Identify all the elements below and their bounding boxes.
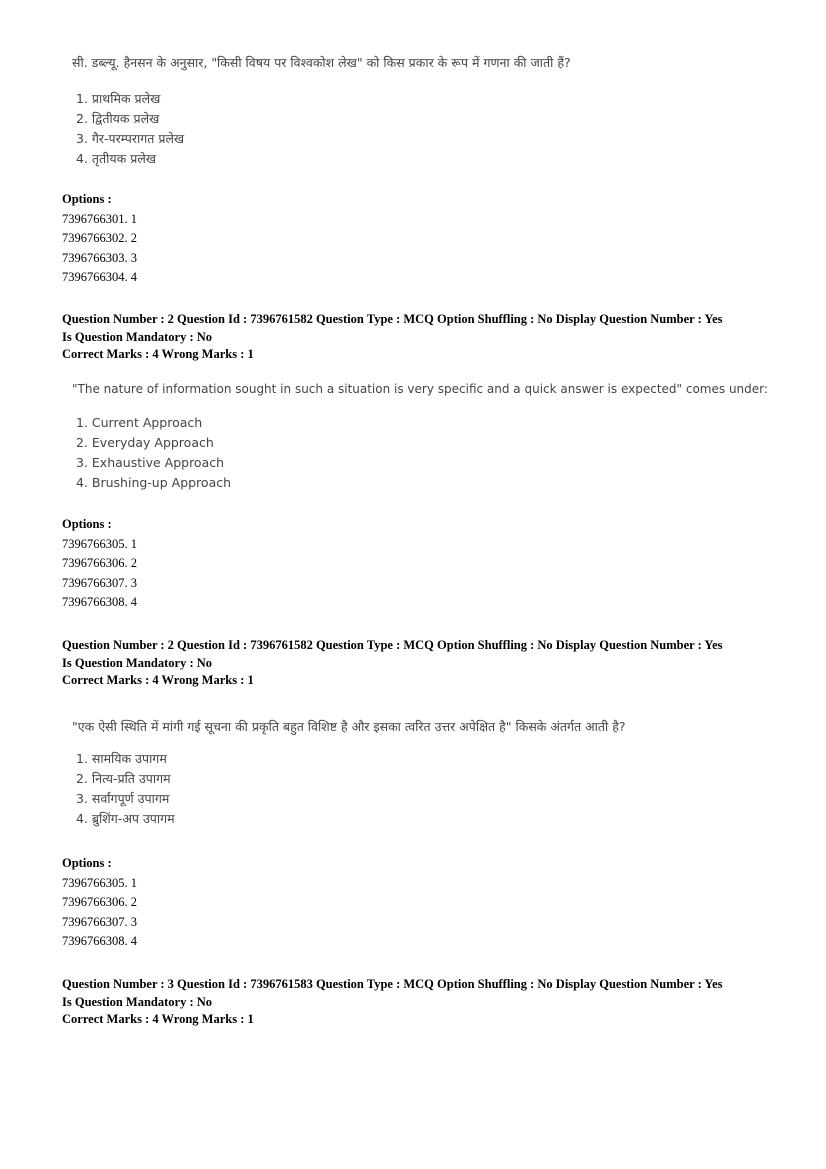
q2-en-choice: 3. Exhaustive Approach [76,455,225,470]
option-row: 7396766305. 1 [62,536,137,551]
q1-choice: 4. तृतीयक प्रलेख [76,151,157,166]
option-row: 7396766304. 4 [62,270,137,284]
question-mandatory: Is Question Mandatory : No [62,329,213,344]
q2-hi-choice: 3. सर्वांगपूर्ण उपागम [76,791,170,806]
option-row: 7396766308. 4 [62,595,137,609]
q2-en-choice: 4. Brushing-up Approach [76,475,232,490]
q2-hi-choice: 2. नित्य-प्रति उपागम [76,771,171,786]
q2-en-options [62,515,137,613]
option-row: 7396766305. 1 [62,875,137,890]
question-marks: Correct Marks : 4 Wrong Marks : 1 [62,1012,254,1027]
q1-choice: 2. द्वितीयक प्रलेख [76,111,160,126]
q1-stem: सी. डब्ल्यू. हैनसन के अनुसार, "किसी विषय पर विश्वकोश लेख" को किस प्रकार के रूप में गणना की जाती हैं? [72,55,571,70]
q2-en-question-image [72,381,768,493]
q2-hi-stem: "एक ऐसी स्थिति में मांगी गई सूचना की प्रकृति बहुत विशिष्ट है और इसका त्वरित उत्तर अपेक्षित है" किसके अंतर्गत आती है? [72,719,626,734]
question-mandatory: Is Question Mandatory : No [62,655,213,670]
q2-hi-choice: 1. सामयिक उपागम [76,751,167,766]
question-meta: Question Number : 2 Question Id : 7396761582 Question Type : MCQ Option Shuffling : No Display Question Number : Yes [62,638,723,652]
q2-en-choice-list [72,413,768,493]
q2-en-choice: 1. Current Approach [76,415,203,430]
q2-en-header [62,311,723,364]
option-row: 7396766308. 4 [62,934,137,948]
option-row: 7396766302. 2 [62,231,137,245]
option-row: 7396766307. 3 [62,914,137,929]
q3-header [62,976,723,1029]
question-marks: Correct Marks : 4 Wrong Marks : 1 [62,347,254,362]
q1-options [62,190,137,288]
q1-choice-list [72,89,571,169]
q1-choice: 1. प्राथमिक प्रलेख [76,91,161,106]
question-marks: Correct Marks : 4 Wrong Marks : 1 [62,673,254,688]
option-row: 7396766307. 3 [62,575,137,590]
option-row: 7396766306. 2 [62,895,137,909]
question-meta: Question Number : 3 Question Id : 7396761583 Question Type : MCQ Option Shuffling : No Display Question Number : Yes [62,977,723,991]
question-mandatory: Is Question Mandatory : No [62,994,213,1009]
q2-hi-choice: 4. ब्रुशिंग-अप उपागम [76,811,175,826]
q2-hi-choice-list [72,749,626,829]
q1-question-image [72,55,571,169]
option-row: 7396766303. 3 [62,250,137,265]
q2-en-stem: "The nature of information sought in such a situation is very specific and a quick answer is expected" comes under: [72,382,768,396]
option-row: 7396766301. 1 [62,211,137,226]
q2-hi-options [62,854,137,952]
q2-hi-header [62,637,723,690]
question-meta: Question Number : 2 Question Id : 7396761582 Question Type : MCQ Option Shuffling : No Display Question Number : Yes [62,312,723,326]
options-label: Options : [62,856,112,870]
q2-en-choice: 2. Everyday Approach [76,435,214,450]
options-label: Options : [62,192,112,206]
options-label: Options : [62,517,112,531]
option-row: 7396766306. 2 [62,556,137,570]
q1-choice: 3. गैर-परम्परागत प्रलेख [76,131,185,146]
q2-hi-question-image [72,719,626,829]
